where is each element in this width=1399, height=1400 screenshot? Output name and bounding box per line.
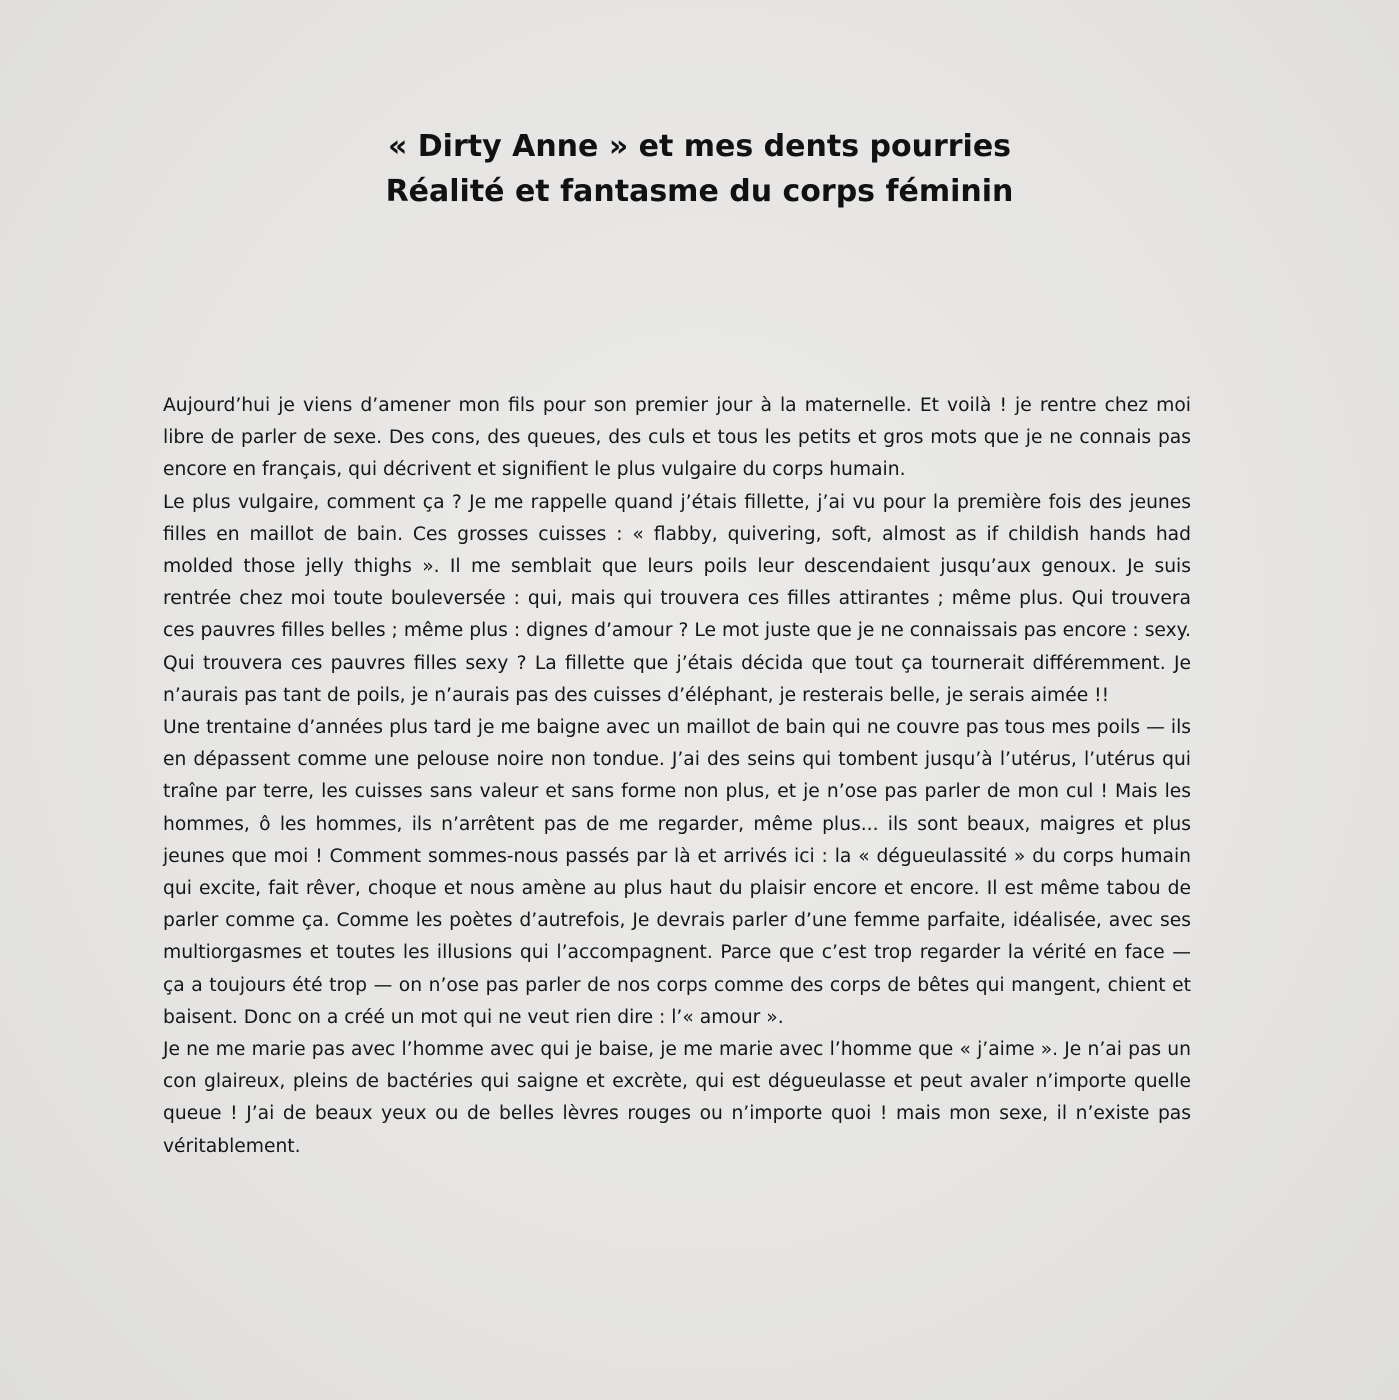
body-text bbox=[163, 390, 1191, 1163]
title-line-1: « Dirty Anne » et mes dents pourries bbox=[387, 129, 1012, 164]
title-line-2: Réalité et fantasme du corps féminin bbox=[385, 174, 1014, 209]
paragraph: Une trentaine d’années plus tard je me baigne avec un maillot de bain qui ne couvre pas tous mes poils — ils en dépassent comme une pelouse noire non tondue. J’ai des seins qui tombent jusqu’à l’utérus, l’utérus qui traîne par terre, les cuisses sans valeur et sans forme non plus, et je n’ose pas parler de mon cul ! Mais les hommes, ô les hommes, ils n’arrêtent pas de me regarder, même plus... ils sont beaux, maigres et plus jeunes que moi ! Comment sommes-nous passés par là et arrivés ici : la « dégueulassité » du corps humain qui excite, fait rêver, choque et nous amène au plus haut du plaisir encore et encore. Il est même tabou de parler comme ça. Comme les poètes d’autrefois, Je devrais parler d’une femme parfaite, idéalisée, avec ses multiorgasmes et toutes les illusions qui l’accompagnent. Parce que c’est trop regarder la vérité en face — ça a toujours été trop — on n’ose pas parler de nos corps comme des corps de bêtes qui mangent, chient et baisent. Donc on a créé un mot qui ne veut rien dire : l’« amour ». bbox=[163, 717, 1191, 1028]
paragraph: Le plus vulgaire, comment ça ? Je me rappelle quand j’étais fillette, j’ai vu pour la première fois des jeunes filles en maillot de bain. Ces grosses cuisses : « flabby, quivering, soft, almost as if childish hands had molded those jelly thighs ». Il me semblait que leurs poils leur descendaient jusqu’aux genoux. Je suis rentrée chez moi toute bouleversée : qui, mais qui trouvera ces filles attirantes ; même plus. Qui trouvera ces pauvres filles belles ; même plus : dignes d’amour ? Le mot juste que je ne connaissais pas encore : sexy. Qui trouvera ces pauvres filles sexy ? La fillette que j’étais décida que tout ça tournerait différemment. Je n’aurais pas tant de poils, je n’aurais pas des cuisses d’éléphant, je resterais belle, je serais aimée !! bbox=[163, 491, 1191, 706]
paragraph: Aujourd’hui je viens d’amener mon fils pour son premier jour à la maternelle. Et voilà ! je rentre chez moi libre de parler de sexe. Des cons, des queues, des culs et tous les petits et gros mots que je ne connais pas encore en français, qui décrivent et signifient le plus vulgaire du corps humain. bbox=[163, 395, 1191, 481]
chapter-title bbox=[0, 124, 1399, 214]
paragraph: Je ne me marie pas avec l’homme avec qui je baise, je me marie avec l’homme que « j’aime ». Je n’ai pas un con glaireux, pleins de bactéries qui saigne et excrète, qui est dégueulasse et peut avaler n’importe quelle queue ! J’ai de beaux yeux ou de belles lèvres rouges ou n’importe quoi ! mais mon sexe, il n’existe pas véritablement. bbox=[163, 1039, 1191, 1157]
